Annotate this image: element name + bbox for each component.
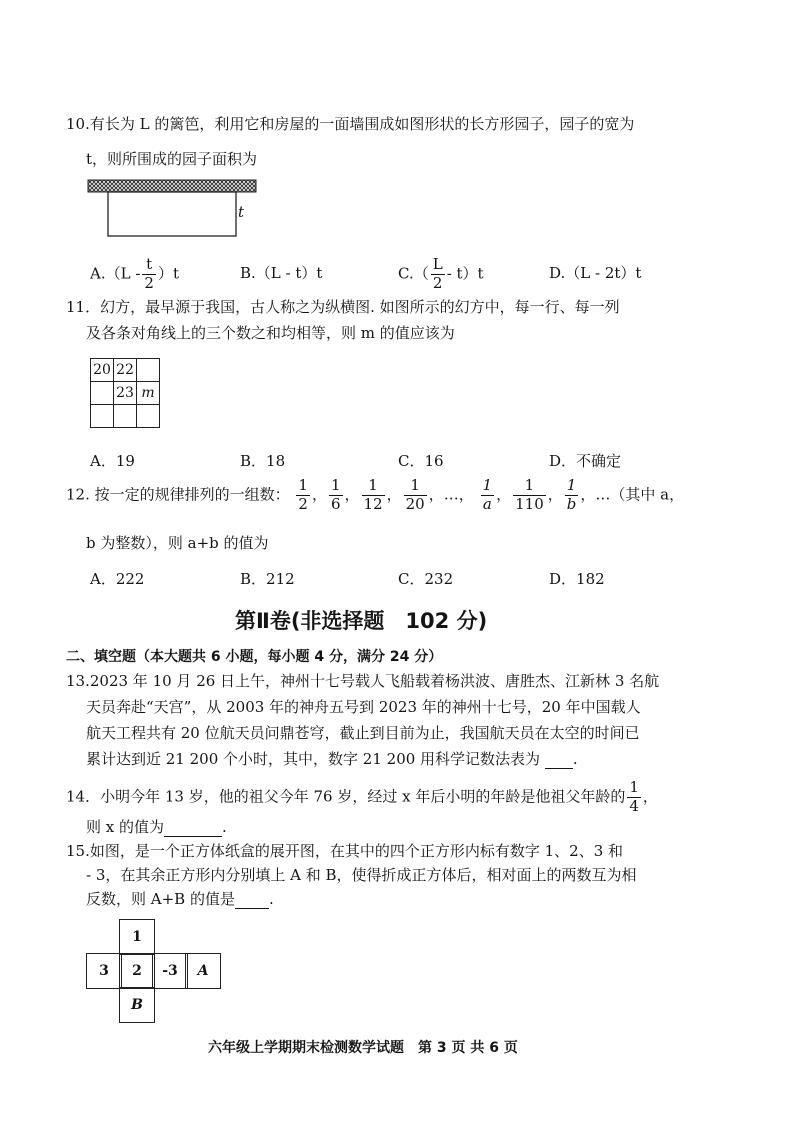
q12-option-d[interactable]: D．182 [549,570,605,588]
q10-option-d[interactable]: D.（L - 2t）t [549,264,642,282]
net-face: 2 [119,953,155,989]
q15-line2: - 3，在其余正方形内分别填上 A 和 B，使得折成正方体后，相对面上的两数互为相 [86,866,637,884]
net-face-top: 1 [119,919,155,955]
q10-option-c[interactable]: C.（ $\frac{L}{2}$ - t）t [398,255,484,292]
q10-option-a[interactable]: A.（L - $\frac{t}{2}$ ）t [90,255,179,292]
q12-option-b[interactable]: B．212 [240,570,295,588]
q13-line4: 累计达到近 21 200 个小时，其中，数字 21 200 用科学记数法表为 . [86,750,578,768]
q15-line1: 15.如图，是一个正方体纸盒的展开图，在其中的四个正方形内标有数字 1、2、3 和 [66,842,624,860]
q10-line1: 10.有长为 L 的篱笆，利用它和房屋的一面墙围成如图形状的长方形园子，园子的宽为 [66,115,635,133]
q12-option-a[interactable]: A．222 [90,570,145,588]
frac: $\frac{1}{b}$ [566,476,577,513]
q11-option-a[interactable]: A．19 [90,452,135,470]
magic-cell [91,382,114,405]
q14-line1: 14．小明今年 13 岁，他的祖父今年 76 岁，经过 x 年后小明的年龄是他祖父年龄的 $\frac{1}{4}$ ， [66,778,658,815]
magic-square [90,358,160,428]
q11-option-b[interactable]: B．18 [240,452,286,470]
frac: $\frac{1}{2}$ [298,476,308,513]
q15-line3: 反数，则 A+B 的值是 . [86,890,274,908]
q10-line2: t，则所围成的园子面积为 [86,150,258,168]
magic-square-row [91,382,160,405]
q13-line3: 航天工程共有 20 位航天员问鼎苍穹，截止到目前为止，我国航天员在太空的时间已 [86,724,640,742]
q13-line1: 13.2023 年 10 月 26 日上午，神州十七号载人飞船载着杨洪波、唐胜杰、江新林 3 名航 [66,672,660,690]
magic-square-row [91,359,160,382]
magic-cell [137,359,160,382]
answer-blank[interactable] [164,818,222,837]
wall [88,180,256,192]
frac: $\frac{1}{12}$ [363,476,383,513]
frac: $\frac{1}{6}$ [330,476,341,513]
q11-option-d[interactable]: D．不确定 [549,452,622,470]
net-face: 3 [86,953,122,989]
q12-line2: b 为整数），则 a+b 的值为 [86,534,269,552]
q10-option-b[interactable]: B.（L - t）t [240,264,323,282]
magic-cell: m [137,382,160,405]
magic-cell: 20 [91,359,114,382]
q12-option-c[interactable]: C．232 [398,570,454,588]
q11-option-c[interactable]: C．16 [398,452,444,470]
net-face: A [185,953,221,989]
frac: $\frac{1}{20}$ [405,476,425,513]
garden-rect [108,192,236,236]
answer-blank[interactable] [235,890,269,909]
magic-cell [114,405,137,428]
section-title: 第Ⅱ卷(非选择题 102 分) [235,609,488,633]
q10-fig-label: t [238,203,245,221]
answer-blank[interactable] [545,750,573,769]
fill-heading: 二、填空题（本大题共 6 小题，每小题 4 分，满分 24 分） [66,649,443,665]
q11-line2: 及各条对角线上的三个数之和均相等，则 m 的值应该为 [86,324,455,342]
magic-cell [137,405,160,428]
q13-line2: 天员奔赴“天宫”，从 2003 年的神舟五号到 2023 年的神州十七号，20 年中国载人 [86,698,641,716]
frac: $\frac{1}{a}$ [482,476,493,513]
magic-cell: 23 [114,382,137,405]
q14-line2: 则 x 的值为 . [86,818,227,836]
q11-line1: 11．幻方，最早源于我国，古人称之为纵横图. 如图所示的幻方中，每一行、每一列 [66,298,620,316]
magic-square-row [91,405,160,428]
page-footer: 六年级上学期期末检测数学试题 第 3 页 共 6 页 [208,1040,518,1056]
net-face-bottom: B [119,987,155,1023]
magic-cell: 22 [114,359,137,382]
magic-cell [91,405,114,428]
net-face: -3 [152,953,188,989]
q12-line1: 12. 按一定的规律排列的一组数： $\frac{1}{2}$ ， $\frac{1}{6}$ ， $\frac{1}{12}$ ， $\frac{1}{20}$ ，…， $\frac{1}{a}$ ， $\frac{1}{110}$ ， $\frac{1}{b}$ ，…（其中 a， [66,476,685,513]
frac: $\frac{1}{110}$ [515,476,544,513]
